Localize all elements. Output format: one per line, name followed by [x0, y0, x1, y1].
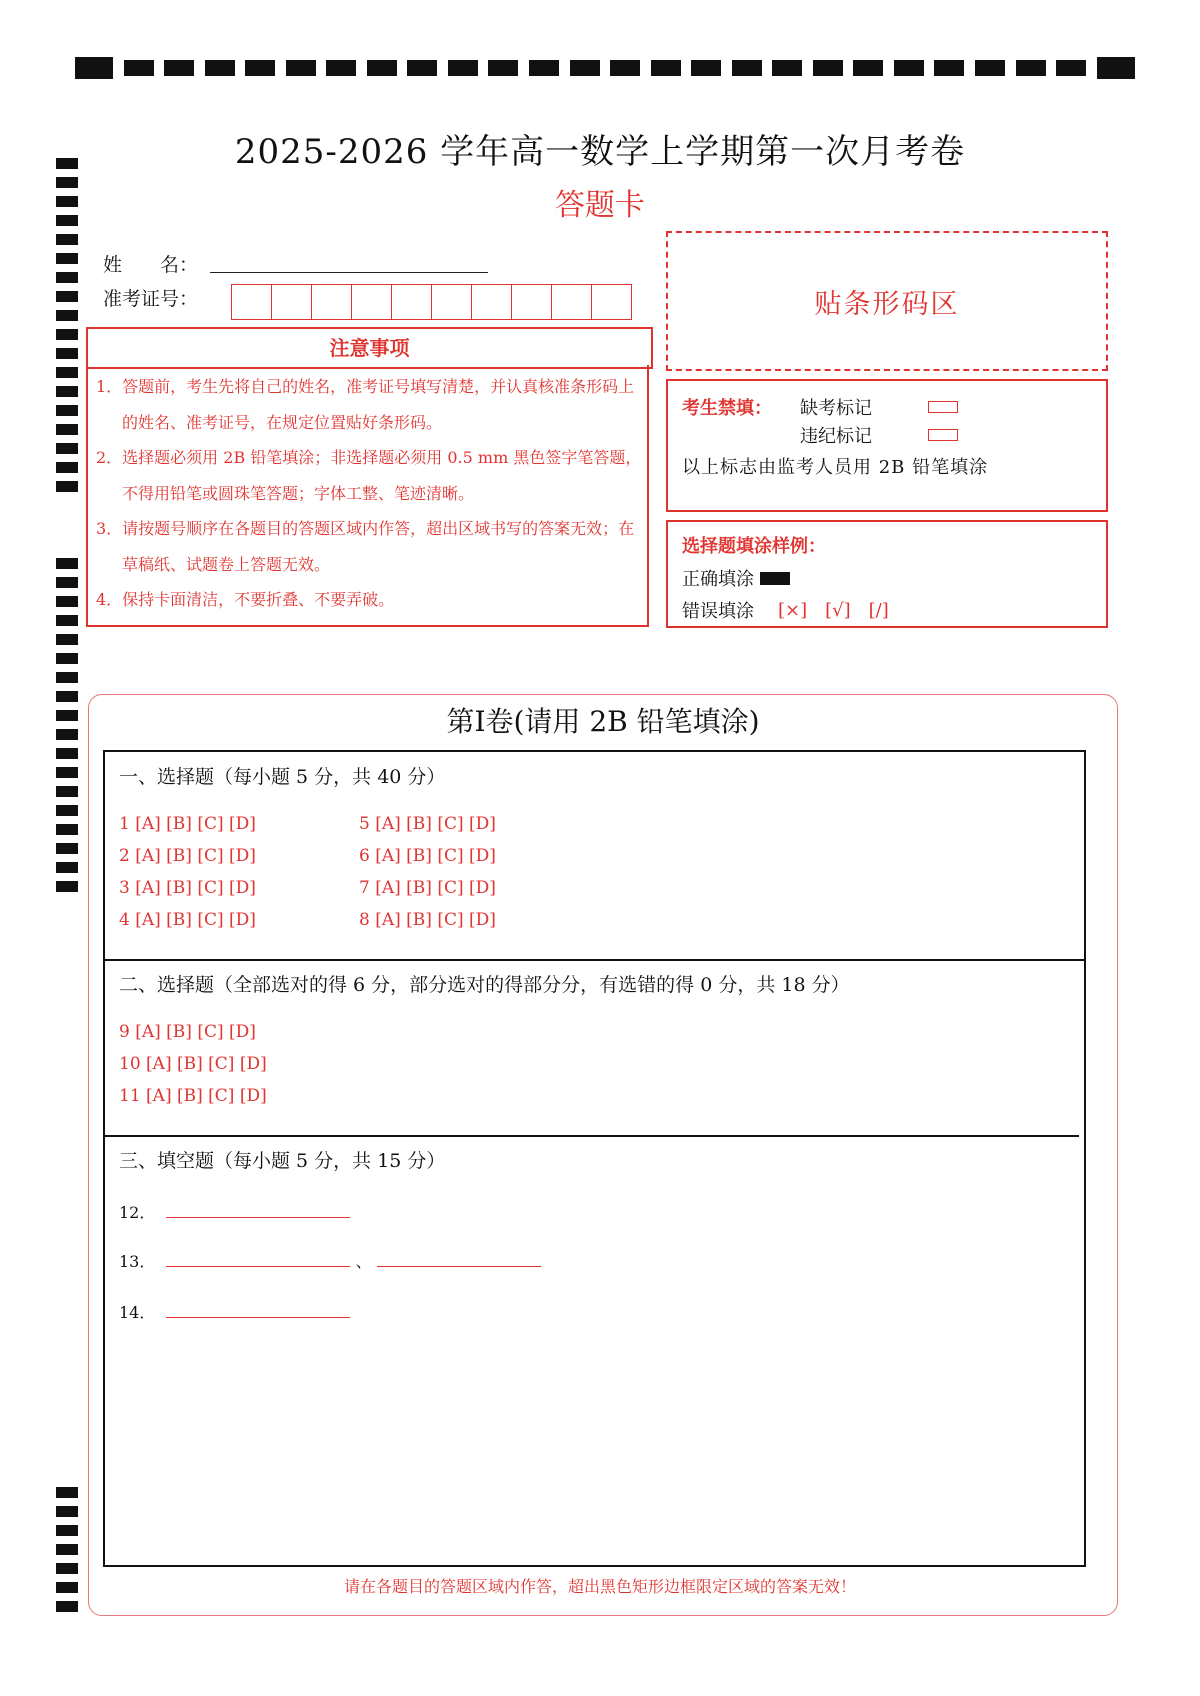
- timing-mark: [56, 672, 78, 683]
- id-digit-box[interactable]: [512, 285, 552, 319]
- timing-mark: [326, 60, 356, 76]
- timing-mark: [813, 60, 843, 76]
- choice-row[interactable]: 2 [A] [B] [C] [D]: [119, 846, 256, 866]
- timing-mark: [570, 60, 600, 76]
- q13-label: 13．: [119, 1252, 156, 1271]
- timing-mark: [56, 310, 78, 321]
- q12-label: 12．: [119, 1203, 156, 1222]
- top-timing-marks: [75, 57, 1135, 79]
- notice-title: 注意事项: [86, 327, 653, 369]
- fill-blank-13: [119, 1248, 541, 1272]
- sample-title: 选择题填涂样例：: [682, 536, 826, 557]
- timing-mark: [894, 60, 924, 76]
- id-digit-box[interactable]: [352, 285, 392, 319]
- timing-mark: [529, 60, 559, 76]
- timing-mark: [56, 710, 78, 721]
- id-digit-box[interactable]: [472, 285, 512, 319]
- timing-mark: [367, 60, 397, 76]
- timing-mark: [75, 57, 113, 79]
- section1-col1: [119, 814, 256, 942]
- violation-label: 违纪标记: [800, 426, 872, 447]
- fill-sample-box: [666, 520, 1108, 628]
- notice-item-2: 2．选择题必须用 2B 铅笔填涂；非选择题必须用 0.5 mm 黑色签字笔答题，不得用铅笔或圆珠笔答题；字体工整、笔迹清晰。: [96, 448, 642, 503]
- timing-mark: [56, 234, 78, 245]
- q14-blank[interactable]: [166, 1299, 350, 1318]
- timing-mark: [164, 60, 194, 76]
- choice-row[interactable]: 7 [A] [B] [C] [D]: [359, 878, 496, 898]
- timing-mark: [56, 481, 78, 492]
- choice-row[interactable]: 4 [A] [B] [C] [D]: [119, 910, 256, 930]
- timing-mark: [56, 386, 78, 397]
- answer-card-subtitle: 答题卡: [555, 188, 645, 223]
- wrong-mark-slash: [/]: [868, 599, 889, 621]
- timing-mark: [205, 60, 235, 76]
- choice-row[interactable]: 5 [A] [B] [C] [D]: [359, 814, 496, 834]
- answer-area: [103, 750, 1086, 1567]
- timing-mark: [56, 1544, 78, 1555]
- absent-mark-box[interactable]: [928, 401, 958, 413]
- proctor-note: 以上标志由监考人员用 2B 铅笔填涂: [682, 457, 989, 478]
- part1-title: 第Ⅰ卷(请用 2B 铅笔填涂): [446, 705, 760, 738]
- timing-mark: [853, 60, 883, 76]
- id-digit-box[interactable]: [272, 285, 312, 319]
- timing-mark: [56, 862, 78, 873]
- timing-mark: [56, 405, 78, 416]
- q13-blank-2[interactable]: [377, 1248, 541, 1267]
- barcode-area[interactable]: [666, 231, 1108, 371]
- footer-warning: 请在各题目的答题区域内作答，超出黑色矩形边框限定区域的答案无效！: [343, 1577, 856, 1596]
- q12-blank[interactable]: [166, 1199, 350, 1218]
- timing-mark: [56, 462, 78, 473]
- timing-mark: [56, 253, 78, 264]
- timing-mark: [56, 1525, 78, 1536]
- wrong-fill-label: 错误填涂: [682, 601, 754, 622]
- timing-mark: [124, 60, 154, 76]
- choice-row[interactable]: 3 [A] [B] [C] [D]: [119, 878, 256, 898]
- timing-mark: [286, 60, 316, 76]
- timing-mark: [1016, 60, 1046, 76]
- timing-mark: [56, 367, 78, 378]
- choice-row[interactable]: 6 [A] [B] [C] [D]: [359, 846, 496, 866]
- choice-row[interactable]: 10 [A] [B] [C] [D]: [119, 1054, 267, 1074]
- timing-mark: [975, 60, 1005, 76]
- timing-mark: [56, 1487, 78, 1498]
- choice-row[interactable]: 8 [A] [B] [C] [D]: [359, 910, 496, 930]
- section-divider: [105, 959, 1084, 961]
- timing-mark: [56, 729, 78, 740]
- choice-row[interactable]: 1 [A] [B] [C] [D]: [119, 814, 256, 834]
- wrong-mark-cross: [×]: [778, 599, 808, 621]
- notice-box: [86, 365, 649, 627]
- choice-row[interactable]: 9 [A] [B] [C] [D]: [119, 1022, 256, 1042]
- section3-title: 三、填空题（每小题 5 分，共 15 分）: [119, 1150, 446, 1172]
- timing-mark: [56, 348, 78, 359]
- proctor-title: 考生禁填：: [682, 398, 772, 419]
- id-digit-box[interactable]: [312, 285, 352, 319]
- timing-mark: [56, 634, 78, 645]
- timing-mark: [56, 653, 78, 664]
- timing-mark: [56, 767, 78, 778]
- timing-mark: [448, 60, 478, 76]
- timing-mark: [1056, 60, 1086, 76]
- id-digit-box[interactable]: [432, 285, 472, 319]
- timing-mark: [56, 1563, 78, 1574]
- timing-mark: [56, 843, 78, 854]
- timing-mark: [1097, 57, 1135, 79]
- timing-mark: [56, 615, 78, 626]
- id-digit-box[interactable]: [552, 285, 592, 319]
- timing-mark: [245, 60, 275, 76]
- section1-col2: [359, 814, 496, 942]
- timing-mark: [56, 424, 78, 435]
- timing-mark: [56, 691, 78, 702]
- correct-fill-mark: [760, 572, 790, 585]
- timing-mark: [56, 881, 78, 892]
- timing-mark: [772, 60, 802, 76]
- timing-mark: [56, 748, 78, 759]
- timing-mark: [56, 272, 78, 283]
- id-digit-box[interactable]: [392, 285, 432, 319]
- id-digit-box[interactable]: [232, 285, 272, 319]
- choice-row[interactable]: 11 [A] [B] [C] [D]: [119, 1086, 267, 1106]
- name-field[interactable]: [210, 250, 488, 273]
- timing-mark: [56, 805, 78, 816]
- left-timing-marks-lower: [56, 1487, 78, 1620]
- notice-item-1: 1．答题前，考生先将自己的姓名，准考证号填写清楚，并认真核准条形码上的姓名、准考证号，在规定位置贴好条形码。: [96, 377, 635, 432]
- timing-mark: [732, 60, 762, 76]
- section2-list: [119, 1022, 267, 1118]
- timing-mark: [56, 596, 78, 607]
- fill-blank-12: [119, 1199, 350, 1223]
- timing-mark: [56, 786, 78, 797]
- id-label: 准考证号：: [103, 288, 199, 310]
- timing-mark: [488, 60, 518, 76]
- name-label: 姓 名：: [103, 254, 199, 276]
- timing-mark: [56, 291, 78, 302]
- timing-mark: [56, 1506, 78, 1517]
- fill-blank-14: [119, 1299, 350, 1323]
- section1-title: 一、选择题（每小题 5 分，共 40 分）: [119, 766, 446, 788]
- timing-mark: [56, 577, 78, 588]
- notice-item-3: 3．请按题号顺序在各题目的答题区域内作答，超出区域书写的答案无效；在草稿纸、试题卷上答题无效。: [96, 519, 635, 574]
- section-divider: [105, 1135, 1079, 1137]
- timing-mark: [691, 60, 721, 76]
- timing-mark: [56, 329, 78, 340]
- timing-mark: [56, 1601, 78, 1612]
- violation-mark-box[interactable]: [928, 429, 958, 441]
- exam-title: 2025-2026 学年高一数学上学期第一次月考卷: [234, 132, 966, 172]
- timing-mark: [407, 60, 437, 76]
- id-digit-box[interactable]: [592, 285, 631, 319]
- timing-mark: [610, 60, 640, 76]
- timing-mark: [934, 60, 964, 76]
- left-timing-marks-middle: [56, 558, 78, 900]
- notice-item-4: 4．保持卡面清洁，不要折叠、不要弄破。: [96, 590, 395, 609]
- q13-separator: 、: [355, 1252, 372, 1271]
- id-number-boxes[interactable]: [231, 284, 632, 320]
- proctor-box: [666, 379, 1108, 512]
- q13-blank-1[interactable]: [166, 1248, 350, 1267]
- timing-mark: [56, 558, 78, 569]
- barcode-label: 贴条形码区: [814, 288, 960, 320]
- wrong-mark-check: [√]: [825, 599, 851, 621]
- timing-mark: [651, 60, 681, 76]
- absent-label: 缺考标记: [800, 398, 872, 419]
- timing-mark: [56, 443, 78, 454]
- section2-title: 二、选择题（全部选对的得 6 分，部分选对的得部分分，有选错的得 0 分，共 18 分）: [119, 974, 850, 996]
- q14-label: 14．: [119, 1303, 156, 1322]
- correct-fill-label: 正确填涂: [682, 569, 754, 590]
- timing-mark: [56, 824, 78, 835]
